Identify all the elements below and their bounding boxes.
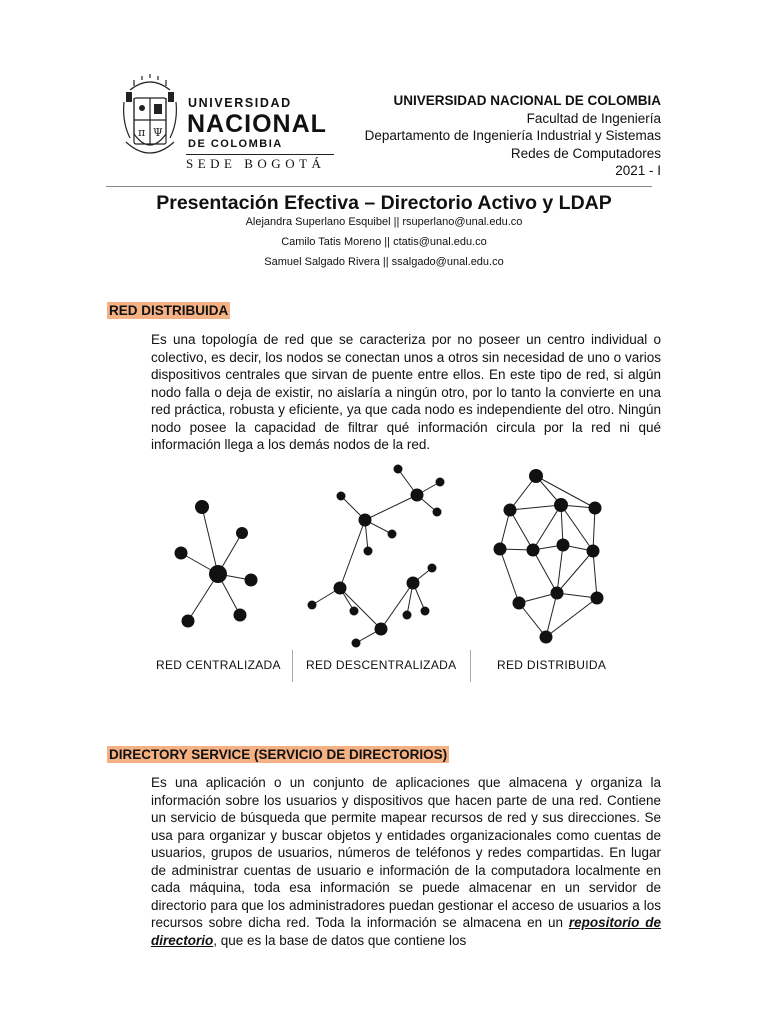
emphasized-term: repositorio de directorio [151, 915, 661, 948]
section-body-directory-service [107, 774, 661, 949]
caption-centralizada: RED CENTRALIZADA [156, 658, 281, 672]
section-heading-red-distribuida: RED DISTRIBUIDA [109, 303, 229, 318]
caption-separator [470, 650, 471, 682]
caption-descentralizada: RED DESCENTRALIZADA [306, 658, 457, 672]
logo-divider [186, 154, 334, 155]
institution-block [365, 92, 661, 180]
author-2: Camilo Tatis Moreno || ctatis@unal.edu.co [281, 236, 487, 248]
institution-name: UNIVERSIDAD NACIONAL DE COLOMBIA [393, 93, 661, 108]
section-body-red-distribuida [107, 331, 661, 454]
faculty-name: Facultad de Ingeniería [526, 110, 661, 126]
caption-distribuida: RED DISTRIBUIDA [497, 658, 607, 672]
course-name: Redes de Computadores [510, 145, 661, 161]
term: 2021 - I [615, 163, 661, 178]
caption-separator [292, 650, 293, 682]
svg-text:π: π [138, 126, 146, 139]
logo-line-de-colombia: DE COLOMBIA [188, 138, 283, 150]
author-1: Alejandra Superlano Esquibel || rsuperlano@unal.edu.co [245, 216, 523, 228]
paragraph-text [107, 774, 661, 949]
paragraph-text: Es una topología de red que se caracteriza por no poseer un centro individual o colectivo, es decir, los nodos se conectan unos a otros sin necesidad de uno o varios dispositivos centrales que sirvan de puente entre ellos. En este tipo de red, si algún nodo falla o deja de existir, no aislaría a ningún otro, por lo tanto la convierte en una red práctica, robusta y eficiente, ya que cada nodo es independiente del otro. Ningún nodo posee la capacidad de filtrar qué información circula por la red ni qué información llega a los demás nodos de la red. [151, 332, 661, 452]
section-heading-directory-service: DIRECTORY SERVICE (SERVICIO DE DIRECTORIOS) [109, 747, 448, 762]
network-topologies-figure [140, 460, 630, 690]
logo-line-universidad: UNIVERSIDAD [188, 96, 292, 110]
logo-line-nacional: NACIONAL [187, 110, 327, 138]
logo-line-sede: SEDE BOGOTÁ [186, 156, 326, 171]
network-diagram [140, 460, 630, 690]
svg-text:Ψ: Ψ [153, 126, 163, 139]
author-3: Samuel Salgado Rivera || ssalgado@unal.edu.co [264, 256, 504, 268]
coat-of-arms-icon [120, 72, 180, 172]
paragraph-text-end: , que es la base de datos que contiene los [213, 932, 467, 948]
header-divider [106, 186, 652, 187]
paragraph-text-start: Es una aplicación o un conjunto de aplicaciones que almacena y organiza la información sobre los usuarios y dispositivos que hacen parte de una red. Contiene un servicio de búsqueda que permite mapear recursos de red y sus direcciones. Se usa para organizar y buscar objetos y entidades organizacionales como cuentas de usuarios, grupos de usuarios, números de teléfonos y redes compartidas. En lugar de administrar cuentas de usuario e información de la computadora localmente en cada máquina, toda esa información se puede almacenar en un servidor de directorio para que los administradores puedan gestionar el acceso de usuarios a los recursos sobre dicha red. Toda la información se almacena en un [151, 775, 661, 930]
document-title: Presentación Efectiva – Directorio Activo y LDAP [156, 192, 612, 214]
department-name: Departamento de Ingeniería Industrial y Sistemas [364, 128, 661, 143]
university-logo [120, 72, 340, 172]
